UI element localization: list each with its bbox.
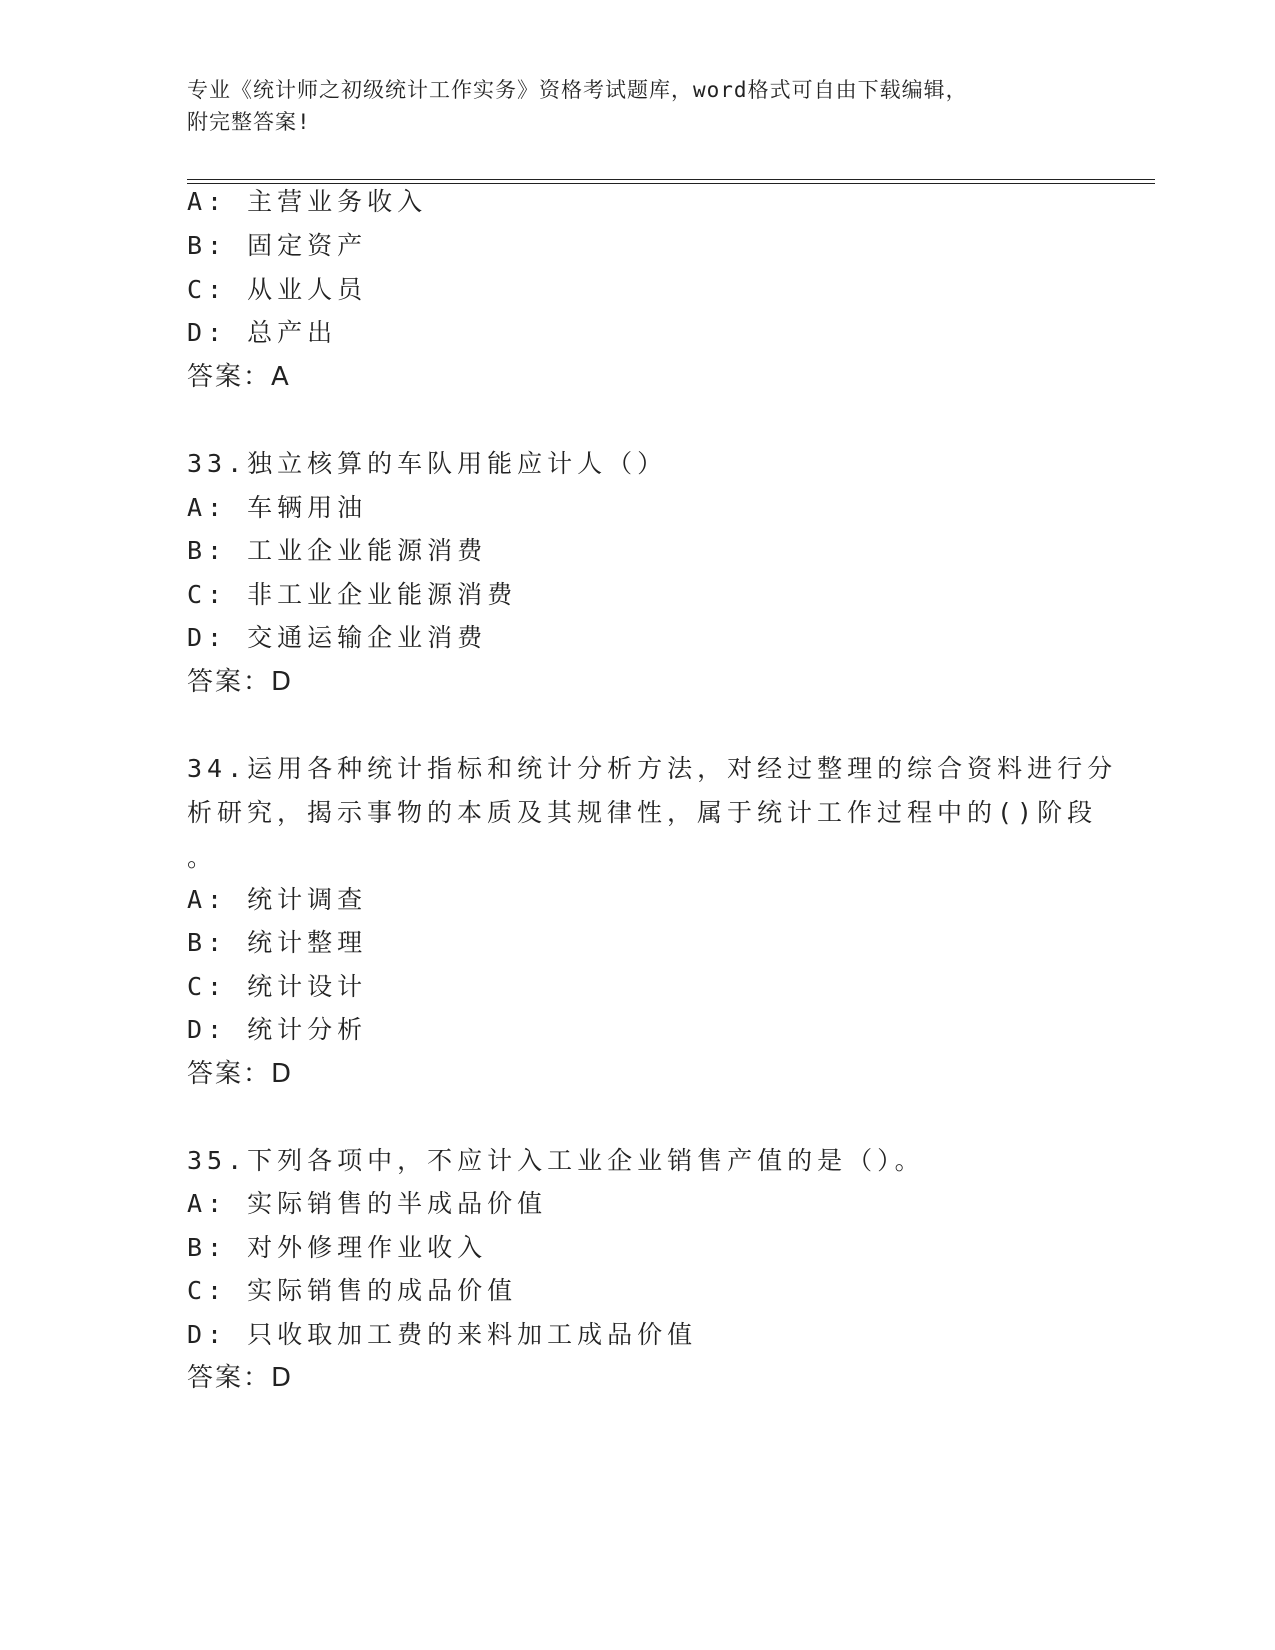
header-line-2: 附完整答案! — [187, 110, 311, 134]
document-header — [187, 74, 1087, 138]
q33-answer: 答案：D — [187, 667, 294, 697]
q32-option-a: A: 主营业务收入 — [187, 187, 428, 216]
q34-answer: 答案：D — [187, 1059, 294, 1089]
q34-stem-line-2: 析研究，揭示事物的本质及其规律性，属于统计工作过程中的()阶段 — [187, 798, 1098, 827]
q32-answer: 答案：A — [187, 362, 291, 392]
q35-option-d: D: 只收取加工费的来料加工成品价值 — [187, 1320, 698, 1349]
q33-option-c: C: 非工业企业能源消费 — [187, 580, 518, 609]
q35-option-c: C: 实际销售的成品价值 — [187, 1276, 518, 1305]
q33-stem: 33.独立核算的车队用能应计人（） — [187, 449, 668, 478]
q33-option-a: A: 车辆用油 — [187, 493, 368, 522]
q34-stem-line-1: 34.运用各种统计指标和统计分析方法，对经过整理的综合资料进行分 — [187, 754, 1118, 783]
q34-option-c: C: 统计设计 — [187, 972, 368, 1001]
q34-option-b: B: 统计整理 — [187, 928, 368, 957]
q34-option-a: A: 统计调查 — [187, 885, 368, 914]
q34-stem-line-3: 。 — [187, 843, 218, 872]
q34-option-d: D: 统计分析 — [187, 1015, 368, 1044]
q35-answer: 答案：D — [187, 1363, 294, 1393]
q32-option-c: C: 从业人员 — [187, 275, 368, 304]
q35-option-a: A: 实际销售的半成品价值 — [187, 1189, 548, 1218]
q32-option-d: D: 总产出 — [187, 318, 338, 347]
header-line-1: 专业《统计师之初级统计工作实务》资格考试题库，word格式可自由下载编辑， — [187, 78, 968, 102]
q32-option-b: B: 固定资产 — [187, 231, 368, 260]
q35-option-b: B: 对外修理作业收入 — [187, 1233, 488, 1262]
q33-option-b: B: 工业企业能源消费 — [187, 536, 488, 565]
q35-stem: 35.下列各项中，不应计入工业企业销售产值的是（）。 — [187, 1146, 925, 1175]
q33-option-d: D: 交通运输企业消费 — [187, 623, 488, 652]
